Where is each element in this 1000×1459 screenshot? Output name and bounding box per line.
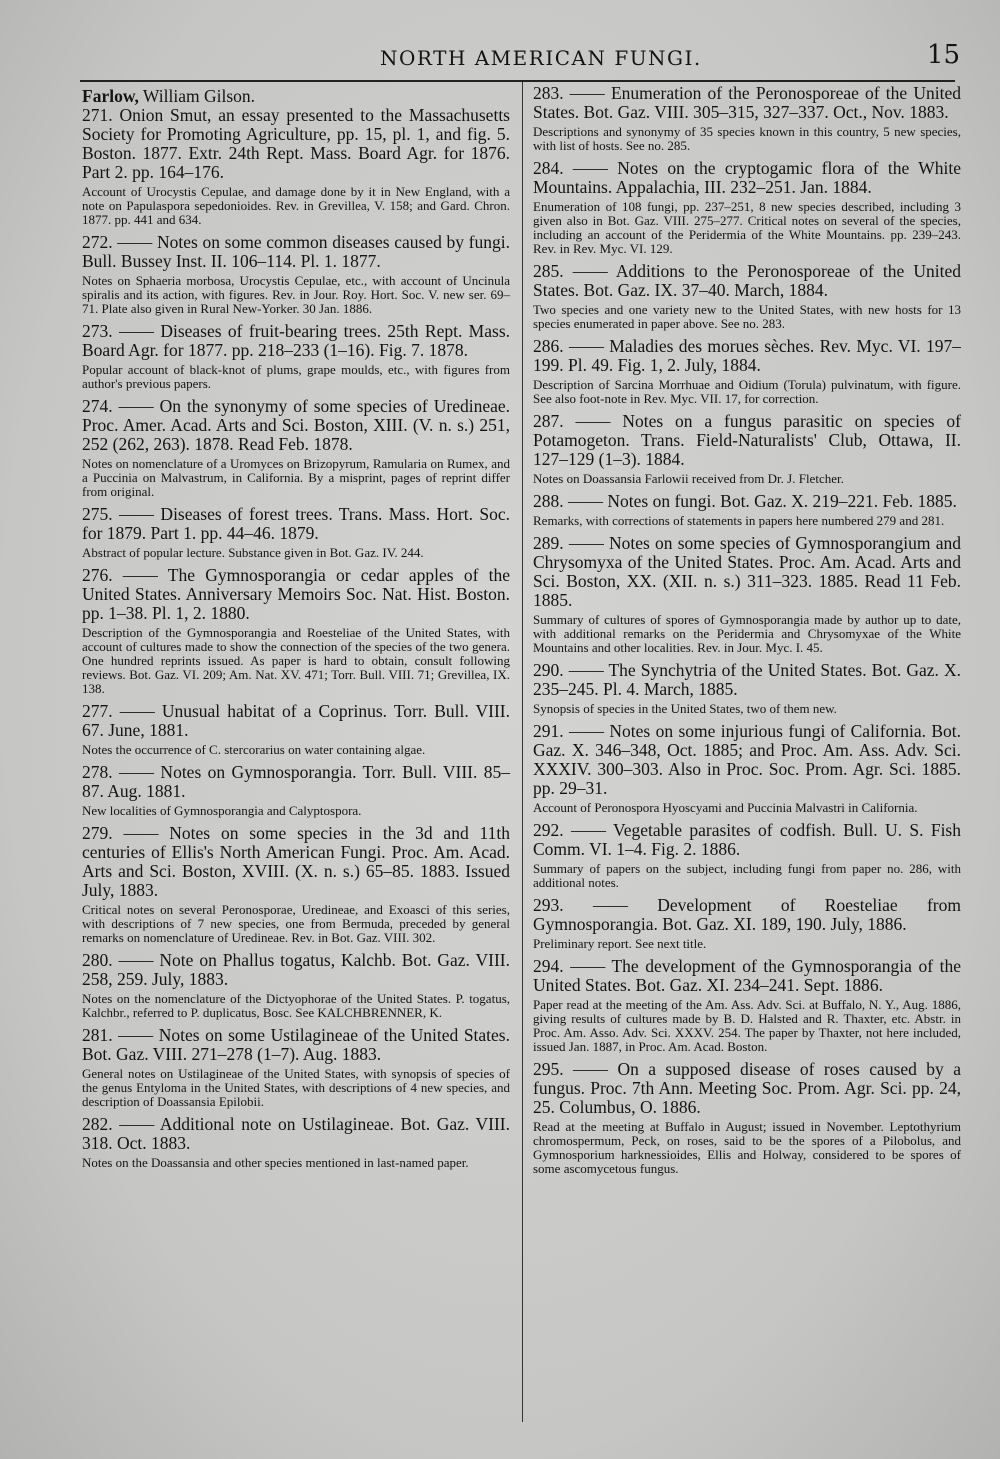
entry-citation: 281. —— Notes on some Ustilagineae of the United States. Bot. Gaz. VIII. 271–278 (1–7). Aug. 1883. [82,1025,510,1064]
entry-annotation: Two species and one variety new to the United States, with new hosts for 13 species enumerated in paper above. See no. 283. [533,302,961,331]
entry-annotation: General notes on Ustilagineae of the United States, with synopsis of species of the genus Entyloma in the United States, with descriptions of 4 new species, and description of Doassansia Epilobii. [82,1066,510,1109]
entry-annotation: Notes on nomenclature of a Uromyces on Brizopyrum, Ramularia on Rumex, and a Puccinia on Malvastrum, in California. By a misprint, pages of reprint differ from original. [82,456,510,499]
entry-annotation: Notes on the nomenclature of the Dictyophorae of the United States. P. togatus, Kalchbr., referred to P. duplicatus, Bosc. See KALCHBRENNER, K. [82,991,510,1020]
entry-annotation: Popular account of black-knot of plums, grape moulds, etc., with figures from author's previous papers. [82,362,510,391]
entry-annotation: Account of Urocystis Cepulae, and damage done by it in New England, with a note on Papulaspora sepedonioides. Rev. in Grevillea, V. 158; and Gard. Chron. 1877. pp. 441 and 634. [82,184,510,227]
bibliography-entry [533,492,961,528]
bibliography-entry [533,1060,961,1176]
entry-citation: 292. —— Vegetable parasites of codfish. Bull. U. S. Fish Comm. VI. 1–4. Fig. 2. 1886. [533,820,961,859]
page-number: 15 [926,40,960,70]
left-column [82,84,510,1176]
entry-citation: 275. —— Diseases of forest trees. Trans. Mass. Hort. Soc. for 1879. Part 1. pp. 44–46. 1879. [82,504,510,543]
header-rule [80,80,955,82]
bibliography-entry [533,534,961,655]
entry-citation: 276. —— The Gymnosporangia or cedar apples of the United States. Anniversary Memoirs Soc. Nat. Hist. Boston. pp. 1–38. Pl. 1, 2. 1880. [82,565,510,623]
entry-citation: 294. —— The development of the Gymnosporangia of the United States. Bot. Gaz. XI. 234–241. Sept. 1886. [533,956,961,995]
bibliography-entry [82,505,510,560]
bibliography-entry [533,412,961,486]
bibliography-entry [533,159,961,256]
entry-annotation: Description of Sarcina Morrhuae and Oidium (Torula) pulvinatum, with figure. See also foot-note in Rev. Myc. VII. 17, for correction. [533,377,961,406]
entry-citation: 272. —— Notes on some common diseases caused by fungi. Bull. Bussey Inst. II. 106–114. Pl. 1. 1877. [82,232,510,271]
entry-citation: 295. —— On a supposed disease of roses caused by a fungus. Proc. 7th Ann. Meeting Soc. Prom. Agr. Sci. pp. 24, 25. Columbus, O. 1886. [533,1059,961,1117]
entry-citation: 293. —— Development of Roesteliae from Gymnosporangia. Bot. Gaz. XI. 189, 190. July, 1886. [533,895,961,934]
author-heading [82,86,510,106]
entry-citation: 280. —— Note on Phallus togatus, Kalchb. Bot. Gaz. VIII. 258, 259. July, 1883. [82,950,510,989]
entry-annotation: Preliminary report. See next title. [533,936,707,951]
author-surname: Farlow, [82,86,139,106]
entry-citation: 274. —— On the synonymy of some species of Uredineae. Proc. Amer. Acad. Arts and Sci. Boston, XIII. (V. n. s.) 251, 252 (262, 263). 1878. Read Feb. 1878. [82,396,510,454]
entry-annotation: Description of the Gymnosporangia and Roesteliae of the United States, with account of cultures made to show the connection of the species of the two genera. One hundred reprints issued. As paper is hard to obtain, consult following reviews. Bot. Gaz. VI. 209; Am. Nat. XV. 471; Torr. Bull. VIII. 71; Grevillea, IX. 138. [82,625,510,696]
entry-annotation: Critical notes on several Peronosporae, Uredineae, and Exoasci of this series, with descriptions of 7 new species, one from Bermuda, preceded by general remarks on nomenclature of Uredineae. Rev. in Bot. Gaz. VIII. 302. [82,902,510,945]
entry-citation: 284. —— Notes on the cryptogamic flora of the White Mountains. Appalachia, III. 232–251. Jan. 1884. [533,158,961,197]
left-entries [82,106,510,1170]
entry-citation: 271. Onion Smut, an essay presented to the Massachusetts Society for Promoting Agriculture, pp. 15, pl. 1, and fig. 5. Boston. 1877. Extr. 24th Rept. Mass. Board Agr. for 1876. Part 2. pp. 164–176. [82,105,510,182]
bibliography-entry [82,233,510,316]
entry-citation: 279. —— Notes on some species in the 3d and 11th centuries of Ellis's North American Fungi. Proc. Am. Acad. Arts and Sci. Boston, XVIII. (X. n. s.) 65–85. 1883. Issued July, 1883. [82,823,510,900]
entry-citation: 282. —— Additional note on Ustilagineae. Bot. Gaz. VIII. 318. Oct. 1883. [82,1114,510,1153]
bibliography-entry [82,322,510,391]
entry-annotation: New localities of Gymnosporangia and Calyptospora. [82,803,362,818]
entry-annotation: Summary of cultures of spores of Gymnosporangia made by author up to date, with additional remarks on the Peridermia and Chrysomyxae of the White Mountains and other localities. Rev. in Jour. Myc. I. 45. [533,612,961,655]
bibliography-entry [82,763,510,818]
entry-annotation: Enumeration of 108 fungi, pp. 237–251, 8 new species described, including 3 given also in Bot. Gaz. VIII. 275–277. Critical notes on several of the species, including an account of the Peridermia of the White Mountains. pp. 239–243. Rev. in Rev. Myc. VI. 129. [533,199,961,256]
bibliography-entry [82,106,510,227]
entry-citation: 291. —— Notes on some injurious fungi of California. Bot. Gaz. X. 346–348, Oct. 1885; and Proc. Am. Ass. Adv. Sci. XXXIV. 300–303. Also in Proc. Soc. Prom. Agr. Sci. 1885. pp. 29–31. [533,721,961,798]
running-head [80,40,960,76]
entry-citation: 285. —— Additions to the Peronosporeae of the United States. Bot. Gaz. IX. 37–40. March, 1884. [533,261,961,300]
bibliography-entry [82,702,510,757]
right-entries [533,84,961,1176]
entry-citation: 283. —— Enumeration of the Peronosporeae of the United States. Bot. Gaz. VIII. 305–315, 327–337. Oct., Nov. 1883. [533,83,961,122]
entry-annotation: Descriptions and synonymy of 35 species known in this country, 5 new species, with list of hosts. See no. 285. [533,124,961,153]
bibliography-entry [82,951,510,1020]
bibliography-entry [82,566,510,696]
entry-annotation: Notes the occurrence of C. stercorarius on water containing algae. [82,742,426,757]
entry-annotation: Abstract of popular lecture. Substance given in Bot. Gaz. IV. 244. [82,545,424,560]
entry-annotation: Notes on Doassansia Farlowii received from Dr. J. Fletcher. [533,471,844,486]
entry-citation: 286. —— Maladies des morues sèches. Rev. Myc. VI. 197–199. Pl. 49. Fig. 1, 2. July, 1884. [533,336,961,375]
entry-citation: 278. —— Notes on Gymnosporangia. Torr. Bull. VIII. 85–87. Aug. 1881. [82,762,510,801]
bibliography-entry [82,824,510,945]
entry-citation: 290. —— The Synchytria of the United States. Bot. Gaz. X. 235–245. Pl. 4. March, 1885. [533,660,961,699]
entry-annotation: Notes on the Doassansia and other species mentioned in last-named paper. [82,1155,469,1170]
author-given-names: William Gilson. [138,86,256,106]
bibliography-entry [533,896,961,951]
entry-citation: 289. —— Notes on some species of Gymnosporangium and Chrysomyxa of the United States. Proc. Am. Acad. Arts and Sci. Boston, XX. (XII. n. s.) 311–323. 1885. Read 11 Feb. 1885. [533,533,961,610]
entry-citation: 273. —— Diseases of fruit-bearing trees. 25th Rept. Mass. Board Agr. for 1877. pp. 218–233 (1–16). Fig. 7. 1878. [82,321,510,360]
bibliography-entry [533,661,961,716]
right-column [533,84,961,1182]
bibliography-entry [82,397,510,499]
entry-annotation: Paper read at the meeting of the Am. Ass. Adv. Sci. at Buffalo, N. Y., Aug. 1886, giving results of cultures made by B. D. Halsted and R. Thaxter, etc. Abstr. in Proc. Am. Asso. Adv. Sci. XXXV. 254. The paper by Thaxter, not here included, issued Jan. 1887, in Proc. Am. Acad. Boston. [533,997,961,1054]
entry-annotation: Read at the meeting at Buffalo in August; issued in November. Leptothyrium chromospermum, Peck, on roses, said to be the spores of a Pilobolus, and Gymnosporium harknessioides, Ellis and Holway, considered to be spores of some ascomycetous fungus. [533,1119,961,1176]
bibliography-entry [533,722,961,815]
bibliography-entry [533,957,961,1054]
bibliography-entry [533,337,961,406]
running-title: NORTH AMERICAN FUNGI. [380,46,702,70]
column-divider [522,82,523,1422]
entry-citation: 287. —— Notes on a fungus parasitic on species of Potamogeton. Trans. Field-Naturalists' Club, Ottawa, II. 127–129 (1–3). 1884. [533,411,961,469]
entry-annotation: Account of Peronospora Hyoscyami and Puccinia Malvastri in California. [533,800,918,815]
entry-annotation: Summary of papers on the subject, including fungi from paper no. 286, with additional notes. [533,861,961,890]
entry-annotation: Remarks, with corrections of statements in papers here numbered 279 and 281. [533,513,945,528]
bibliography-entry [533,821,961,890]
entry-annotation: Synopsis of species in the United States, two of them new. [533,701,837,716]
entry-citation: 288. —— Notes on fungi. Bot. Gaz. X. 219–221. Feb. 1885. [533,491,957,511]
bibliography-entry [82,1115,510,1170]
entry-citation: 277. —— Unusual habitat of a Coprinus. Torr. Bull. VIII. 67. June, 1881. [82,701,510,740]
bibliography-entry [82,1026,510,1109]
bibliography-entry [533,84,961,153]
bibliography-entry [533,262,961,331]
entry-annotation: Notes on Sphaeria morbosa, Urocystis Cepulae, etc., with account of Uncinula spiralis and its action, with figures. Rev. in Jour. Roy. Hort. Soc. V. new ser. 69–71. Plate also given in Rural New-Yorker. 30 Jan. 1886. [82,273,510,316]
